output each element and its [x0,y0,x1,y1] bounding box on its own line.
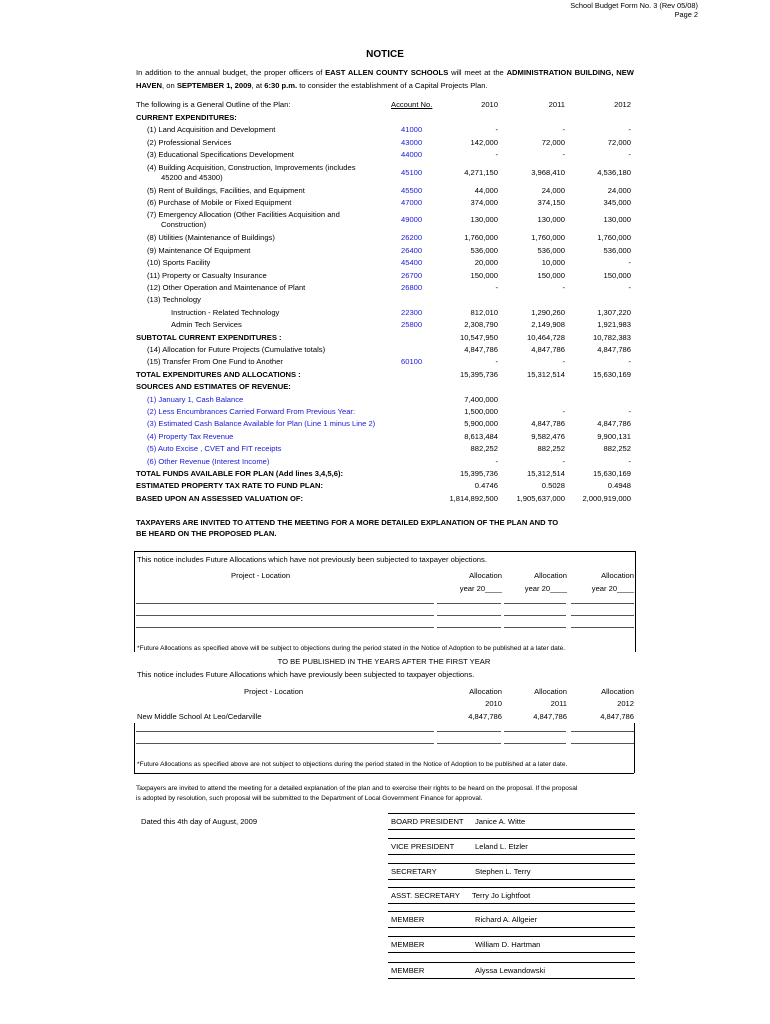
value-2010: 15,395,736 [459,369,498,379]
value-2012: - [628,357,631,367]
table-row [0,444,770,456]
row-label: (7) Emergency Allocation (Other Facilities Acquisition and [147,210,340,220]
form-header [570,1,698,19]
value-2011: - [562,150,565,160]
blank-line [504,603,566,604]
meeting-location: ADMINISTRATION BUILDING, NEW HAVEN [136,68,634,90]
row-label: (10) Sports Facility [147,258,211,268]
value-2012: 1,921,983 [597,320,631,330]
table-row [0,357,770,369]
future2-footnote: *Future Allocations as specified above are not subject to objections during the period stated in the Notice of Adoption to be published at a later date. [137,761,568,768]
table-row [0,210,770,232]
signature-line [388,962,635,963]
signer-name: Leland L. Etzler [475,842,528,851]
table-row [0,419,770,431]
future2-project: New Middle School At Leo/Cedarville [137,712,262,721]
row-label: (8) Utilities (Maintenance of Buildings) [147,233,275,243]
row-label: (4) Building Acquisition, Construction, Improvements (includes [147,162,356,172]
row-label: (9) Maintenance Of Equipment [147,245,251,255]
row-label: SUBTOTAL CURRENT EXPENDITURES : [136,332,282,342]
value-2011: 2,149,908 [531,320,565,330]
value-2011: 882,252 [537,444,565,454]
value-2012: 10,782,383 [592,332,631,342]
value-2012: 2,000,919,000 [582,493,631,503]
table-row [0,407,770,419]
row-label: (6) Purchase of Mobile or Fixed Equipment [147,198,292,207]
table-row [0,198,770,210]
future2-intro: This notice includes Future Allocations which have previously been subjected to taxpayer objections. [137,670,475,679]
row-label: ESTIMATED PROPERTY TAX RATE TO FUND PLAN: [136,481,324,491]
table-row [0,320,770,332]
year-2010-heading: 2010 [481,100,498,109]
value-2011: 10,464,728 [526,332,565,342]
value-2011: 15,312,514 [526,369,565,379]
row-label: (12) Other Operation and Maintenance of Plant [147,283,306,292]
value-2012: 4,847,786 [597,345,631,354]
value-2011: 4,847,786 [531,345,565,354]
table-header-row [0,100,770,112]
row-label: (5) Auto Excise , CVET and FIT receipts [147,444,282,454]
value-2011: - [562,456,565,466]
account-number: 22300 [401,307,423,317]
blank-line [504,731,566,732]
signer-name: Janice A. Witte [475,817,526,826]
value-2011: 1,760,000 [531,233,565,243]
row-label: CURRENT EXPENDITURES: [136,113,237,122]
value-2012: - [628,125,631,135]
row-label: (15) Transfer From One Fund to Another [147,357,283,367]
table-row [0,395,770,407]
future2-value-1: 4,847,786 [468,712,502,721]
account-number: 60100 [401,357,423,367]
value-2011: 10,000 [541,258,565,268]
account-number: 47000 [401,198,423,207]
value-2012: 882,252 [603,444,631,454]
blank-line [437,627,501,628]
row-label: TOTAL FUNDS AVAILABLE FOR PLAN (Add lines 3,4,5,6): [136,469,344,478]
table-row [0,494,770,506]
row-label: (1) January 1, Cash Balance [147,394,244,404]
signature-line [388,911,635,912]
signer-title: MEMBER [391,915,425,924]
blank-line [136,603,434,604]
year-2011-heading: 2011 [548,100,565,109]
value-2010: - [495,357,498,367]
future1-alloc-2: Allocation [534,571,567,580]
intro-text-4: , at [251,81,263,90]
account-number: 45100 [401,167,423,177]
account-number: 41000 [401,125,423,135]
page-number: Page 2 [674,10,698,19]
table-row [0,186,770,198]
signer-title: MEMBER [391,966,425,975]
value-2010: 4,847,786 [464,345,498,354]
value-2010: 1,500,000 [464,407,498,416]
value-2010: 130,000 [470,215,498,225]
row-label: (3) Estimated Cash Balance Available for Plan (Line 1 minus Line 2) [147,419,376,429]
future1-year-3: year 20____ [591,584,634,593]
row-label: (6) Other Revenue (Interest Income) [147,456,270,466]
account-number: 43000 [401,137,423,147]
row-label: (3) Educational Specifications Development [147,150,294,160]
value-2010: 20,000 [474,258,498,268]
closing-line-2: is adopted by resolution, such proposal will be submitted to the Department of Local Government Finance for approval. [136,795,483,802]
signer-name: William D. Hartman [475,940,541,949]
value-2012: - [628,456,631,466]
future1-project-label: Project - Location [231,571,291,580]
closing-line-1: Taxpayers are invited to attend the meeting for a detailed explanation of the plan and to exercise their rights to be heard on the proposal. If the proposal [136,785,578,792]
value-2010: 0.4746 [474,481,498,491]
value-2012: 0.4948 [607,481,631,491]
invite-notice [136,517,558,539]
value-2011: 15,312,514 [526,469,565,478]
value-2011: 130,000 [537,215,565,225]
intro-text-2: will meet at the [451,68,504,77]
signer-name: Richard A. Allgeier [475,915,538,924]
value-2012: 536,000 [603,245,631,255]
value-2011: - [562,125,565,135]
value-2010: - [495,150,498,160]
intro-text-3: , on [162,81,175,90]
blank-line [571,603,634,604]
form-number: School Budget Form No. 3 (Rev 05/08) [570,1,698,10]
table-row [0,150,770,162]
future1-year-2: year 20____ [524,584,567,593]
table-row [0,333,770,345]
value-2010: 44,000 [474,185,498,195]
value-2012: 130,000 [603,215,631,225]
value-2012: 4,847,786 [597,419,631,429]
value-2010: 374,000 [470,198,498,207]
row-label: (13) Technology [147,295,201,305]
value-2012: 4,536,180 [597,167,631,177]
blank-line [571,743,634,744]
invite-line-1: TAXPAYERS ARE INVITED TO ATTEND THE MEETING FOR A MORE DETAILED EXPLANATION OF THE PLAN AND TO [136,518,559,527]
table-row [0,469,770,481]
row-label-continued: Construction) [161,220,207,230]
signer-name: Terry Jo Lightfoot [472,891,531,900]
value-2012: 1,307,220 [597,307,631,317]
value-2010: 5,900,000 [464,419,498,429]
table-row [0,125,770,137]
signer-title: MEMBER [391,940,425,949]
blank-line [136,743,434,744]
future1-alloc-3: Allocation [601,571,634,580]
signature-underline [388,879,635,880]
table-row [0,258,770,270]
account-number: 26400 [401,245,423,255]
value-2010: 1,814,892,500 [449,493,498,503]
value-2012: 15,630,169 [592,469,631,478]
value-2011: 1,905,637,000 [516,493,565,503]
blank-line [136,731,434,732]
future-allocations-box [134,551,636,652]
future2-alloc-1: Allocation [469,687,502,696]
value-2010: 2,308,790 [464,320,498,330]
value-2011: 3,968,410 [531,167,565,177]
table-row [0,246,770,258]
intro-paragraph [136,66,634,92]
row-label: Instruction - Related Technology [171,307,280,317]
value-2012: 150,000 [603,270,631,280]
signature-underline [388,927,635,928]
value-2010: 882,252 [470,444,498,454]
future2-box-right [634,723,635,773]
row-label: SOURCES AND ESTIMATES OF REVENUE: [136,382,291,392]
value-2012: - [628,150,631,160]
table-row [0,382,770,394]
blank-line [136,615,434,616]
value-2010: - [495,283,498,292]
future1-alloc-1: Allocation [469,571,502,580]
table-row [0,138,770,150]
blank-line [571,615,634,616]
future2-value-2: 4,847,786 [533,712,567,721]
value-2010: 536,000 [470,245,498,255]
row-label: BASED UPON AN ASSESSED VALUATION OF: [136,493,304,503]
account-number: 49000 [401,215,423,225]
value-2011: - [562,407,565,416]
value-2010: 8,613,484 [464,431,498,441]
blank-line [437,743,501,744]
row-label: (2) Less Encumbrances Carried Forward From Previous Year: [147,407,356,416]
table-row [0,283,770,295]
signature-underline [388,978,635,979]
signature-line [388,813,635,814]
signature-line [388,936,635,937]
row-label: TOTAL EXPENDITURES AND ALLOCATIONS : [136,369,301,379]
row-label-continued: 45200 and 45300) [161,172,223,182]
value-2010: 15,395,736 [459,469,498,478]
value-2012: - [628,283,631,292]
signer-title: BOARD PRESIDENT [391,817,464,826]
value-2011: 24,000 [541,185,565,195]
account-number: 26700 [401,270,423,280]
future2-year-2: 2011 [550,699,567,708]
blank-line [571,627,634,628]
future1-intro: This notice includes Future Allocations which have not previously been subjected to taxpayer objections. [137,555,487,564]
value-2012: 1,760,000 [597,233,631,243]
table-row [0,113,770,125]
future2-heading: TO BE PUBLISHED IN THE YEARS AFTER THE FIRST YEAR [277,657,491,666]
future2-box-left [134,723,135,773]
future2-project-label: Project - Location [244,687,304,696]
table-row [0,457,770,469]
future2-year-3: 2012 [617,699,634,708]
blank-line [504,627,566,628]
meeting-time: 6:30 p.m. [264,81,298,90]
table-row [0,481,770,493]
value-2010: 142,000 [470,137,498,147]
value-2011: 536,000 [537,245,565,255]
future2-alloc-2: Allocation [534,687,567,696]
account-number: 26200 [401,233,423,243]
value-2010: 4,271,150 [464,167,498,177]
value-2010: 10,547,950 [459,332,498,342]
account-number: 44000 [401,150,423,160]
future2-alloc-3: Allocation [601,687,634,696]
value-2012: 72,000 [607,137,631,147]
value-2011: 1,290,260 [531,307,565,317]
value-2010: 7,400,000 [464,394,498,404]
blank-line [136,627,434,628]
signer-title: VICE PRESIDENT [391,842,455,851]
notice-title: NOTICE [366,49,404,60]
row-label: (4) Property Tax Revenue [147,431,234,441]
value-2011: 374,150 [537,198,565,207]
future1-year-1: year 20____ [459,584,502,593]
school-name: EAST ALLEN COUNTY SCHOOLS [325,68,449,77]
account-number: 26800 [401,283,423,292]
closing-paragraph [136,784,577,804]
table-row [0,295,770,307]
blank-line [504,743,566,744]
value-2011: 9,582,476 [531,431,565,441]
blank-line [437,731,501,732]
value-2011: - [562,283,565,292]
value-2010: - [495,456,498,466]
value-2012: 24,000 [607,185,631,195]
value-2010: 812,010 [470,307,498,317]
value-2012: 345,000 [603,198,631,207]
value-2011: 0.5028 [541,481,565,491]
signature-underline [388,903,635,904]
invite-line-2: BE HEARD ON THE PROPOSED PLAN. [136,529,277,538]
blank-line [504,615,566,616]
row-label: Admin Tech Services [171,320,242,330]
future2-year-1: 2010 [485,699,502,708]
table-row [0,163,770,185]
signer-title: ASST. SECRETARY [391,891,460,900]
table-row [0,370,770,382]
value-2011: - [562,357,565,367]
value-2012: - [628,407,631,416]
value-2011: 72,000 [541,137,565,147]
signature-underline [388,854,635,855]
value-2010: - [495,125,498,135]
future2-box-bottom [134,773,634,774]
signature-underline [388,829,635,830]
future2-value-3: 4,847,786 [600,712,634,721]
account-number: 45500 [401,185,423,195]
blank-line [437,603,501,604]
account-number: 25800 [401,320,423,330]
table-row [0,233,770,245]
signer-title: SECRETARY [391,867,437,876]
year-2012-heading: 2012 [614,100,631,109]
intro-text-5: to consider the establishment of a Capital Projects Plan. [299,81,488,90]
signature-underline [388,952,635,953]
dated-line: Dated this 4th day of August, 2009 [141,817,258,826]
value-2011: 4,847,786 [531,419,565,429]
value-2012: 9,900,131 [597,431,631,441]
value-2012: - [628,258,631,268]
blank-line [571,731,634,732]
table-row [0,308,770,320]
table-row [0,432,770,444]
outline-heading: The following is a General Outline of the Plan: [136,100,291,109]
signer-name: Alyssa Lewandowski [475,966,546,975]
signature-line [388,887,635,888]
row-label: (11) Property or Casualty Insurance [147,270,267,280]
future1-footnote: *Future Allocations as specified above will be subject to objections during the period stated in the Notice of Adoption to be published at a later date. [137,645,566,652]
account-number: 45400 [401,258,423,268]
signature-line [388,838,635,839]
row-label: (2) Professional Services [147,137,232,147]
signature-line [388,863,635,864]
value-2010: 1,760,000 [464,233,498,243]
row-label: (5) Rent of Buildings, Facilities, and Equipment [147,185,305,195]
row-label: (1) Land Acquisition and Development [147,125,276,135]
value-2012: 15,630,169 [592,369,631,379]
table-row [0,345,770,357]
value-2011: 150,000 [537,270,565,280]
signer-name: Stephen L. Terry [475,867,531,876]
value-2010: 150,000 [470,270,498,280]
meeting-date: SEPTEMBER 1, 2009 [176,81,252,90]
blank-line [437,615,501,616]
table-row [0,271,770,283]
row-label: (14) Allocation for Future Projects (Cumulative totals) [147,345,326,354]
intro-text-1: In addition to the annual budget, the proper officers of [136,68,323,77]
account-heading: Account No. [391,100,433,109]
